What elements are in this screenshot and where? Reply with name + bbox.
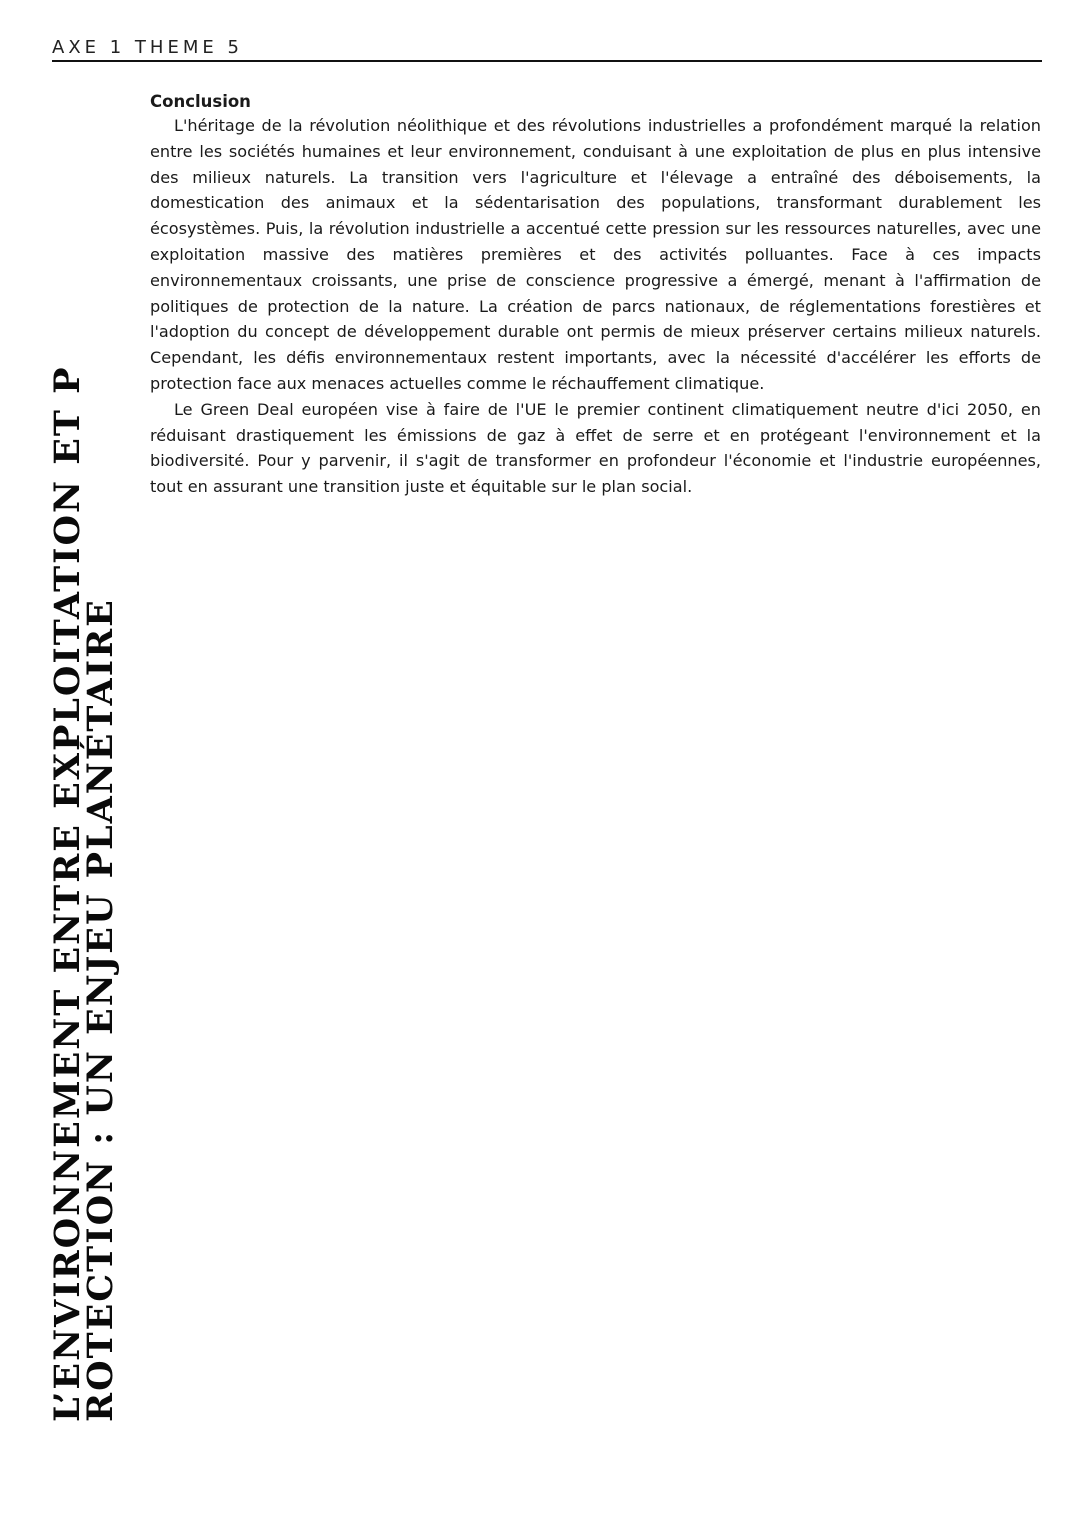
conclusion-heading: Conclusion — [150, 92, 251, 111]
page-header: AXE 1 THEME 5 — [52, 37, 243, 58]
conclusion-paragraph-1: L'héritage de la révolution néolithique et des révolutions industrielles a profondément marqué la relation entre les sociétés humaines et leur environnement, conduisant à une exploitation de plus en plus intensive des milieux naturels. La transition vers l'agriculture et l'élevage a entraîné des déboisements, la domestication des animaux et la sédentarisation des populations, transformant durablement les écosystèmes. Puis, la révolution industrielle a accentué cette pression sur les ressources naturelles, avec une exploitation massive des matières premières et des activités polluantes. Face à ces impacts environnementaux croissants, une prise de conscience progressive a émergé, menant à l'affirmation de politiques de protection de la nature. La création de parcs nationaux, de réglementations forestières et l'adoption du concept de développement durable ont permis de mieux préserver certains milieux naturels. Cependant, les défis environnementaux restent importants, avec la nécessité d'accélérer les efforts de protection face aux menaces actuelles comme le réchauffement climatique. — [150, 116, 1041, 393]
vertical-chapter-title — [47, 52, 121, 1422]
vertical-title-line-1: L’ENVIRONNEMENT ENTRE EXPLOITATION ET P — [47, 365, 88, 1422]
header-divider — [52, 60, 1042, 62]
vertical-title-line-2: ROTECTION : UN ENJEU PLANÉTAIRE — [80, 598, 121, 1422]
conclusion-paragraph-2: Le Green Deal européen vise à faire de l'UE le premier continent climatiquement neutre d'ici 2050, en réduisant drastiquement les émissions de gaz à effet de serre et en protégeant l'environnement et la biodiversité. Pour y parvenir, il s'agit de transformer en profondeur l'économie et l'industrie européennes, tout en assurant une transition juste et équitable sur le plan social. — [150, 399, 1041, 497]
conclusion-section — [150, 90, 1041, 500]
